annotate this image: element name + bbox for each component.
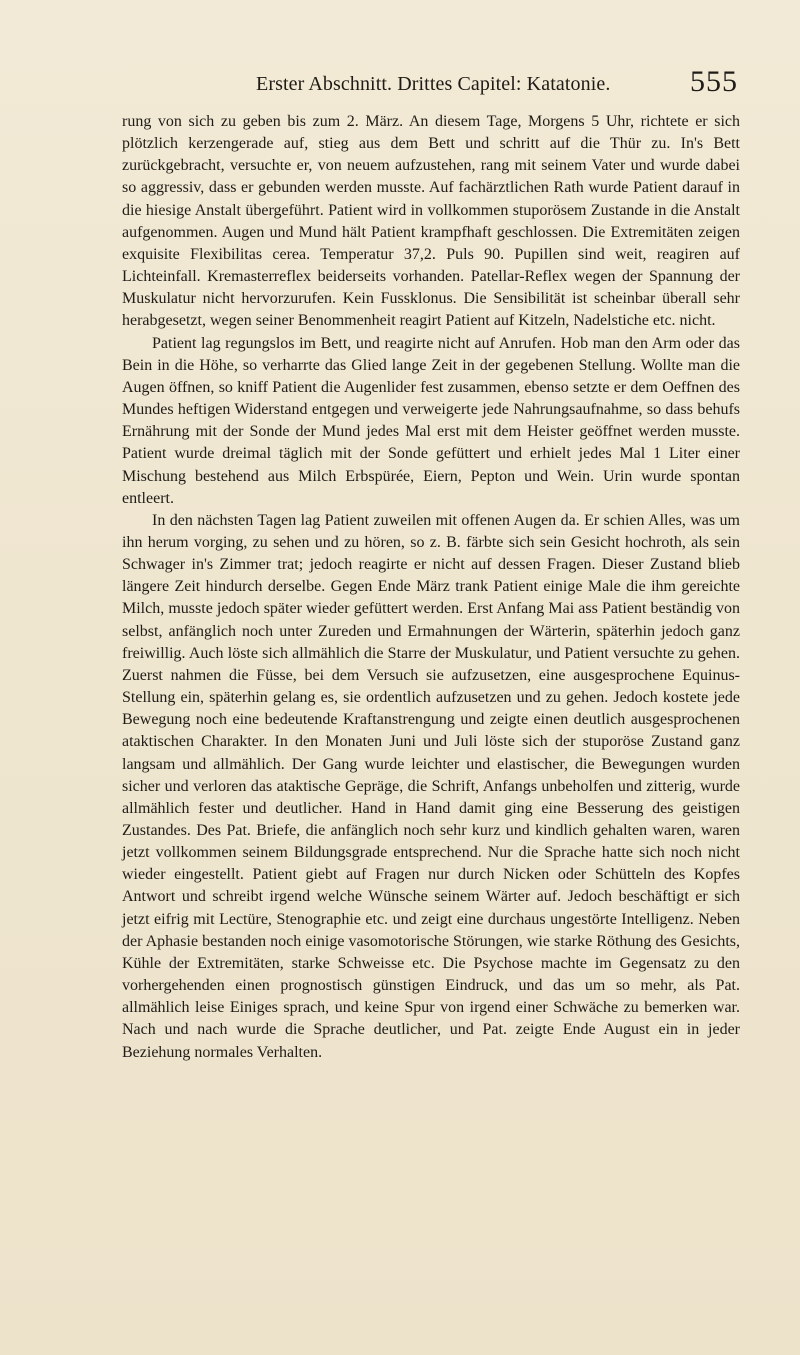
paragraph-2: Patient lag regungslos im Bett, und reagirte nicht auf Anrufen. Hob man den Arm oder das Bein in die Höhe, so verharrte das Glied lange Zeit in der gegebenen Stellung. Wollte man die Augen öffnen, so kniff Patient die Augenlider fest zusammen, ebenso setzte er dem Oeffnen des Mundes heftigen Widerstand entgegen und verweigerte jede Nahrungsaufnahme, so dass behufs Ernährung mit der Sonde der Mund jedes Mal erst mit dem Heister geöffnet werden musste. Patient wurde dreimal täglich mit der Sonde gefüttert und erhielt jedes Mal 1 Liter einer Mischung bestehend aus Milch Erbspürée, Eiern, Pepton und Wein. Urin wurde spontan entleert. — [122, 334, 740, 507]
body-text — [122, 111, 740, 1064]
page-header — [120, 66, 740, 100]
running-head: Erster Abschnitt. Drittes Capitel: Katatonie. — [256, 73, 611, 95]
page-number: 555 — [690, 65, 738, 98]
paragraph-1: rung von sich zu geben bis zum 2. März. An diesem Tage, Morgens 5 Uhr, richtete er sich plötzlich kerzengerade auf, stieg aus dem Bett und schritt auf die Thür zu. In's Bett zurückgebracht, versuchte er, von neuem aufzustehen, rang mit seinem Vater und wurde dabei so aggressiv, dass er gebunden werden musste. Auf fachärztlichen Rath wurde Patient darauf in die hiesige Anstalt übergeführt. Patient wird in vollkommen stuporösem Zustande in die Anstalt aufgenommen. Augen und Mund hält Patient krampfhaft geschlossen. Die Extremitäten zeigen exquisite Flexibilitas cerea. Temperatur 37,2. Puls 90. Pupillen sind weit, reagiren auf Lichteinfall. Kremasterreflex beiderseits vorhanden. Patellar-Reflex wegen der Spannung der Muskulatur nicht hervorzurufen. Kein Fussklonus. Die Sensibilität ist scheinbar überall sehr herabgesetzt, wegen seiner Benommenheit reagirt Patient auf Kitzeln, Nadelstiche etc. nicht. — [122, 113, 740, 330]
paragraph-3: In den nächsten Tagen lag Patient zuweilen mit offenen Augen da. Er schien Alles, was um ihn herum vorging, zu sehen und zu hören, so z. B. färbte sich sein Gesicht hochroth, als sein Schwager in's Zimmer trat; jedoch reagirte er nicht auf dessen Fragen. Dieser Zustand blieb längere Zeit hindurch derselbe. Gegen Ende März trank Patient einige Male die ihm gereichte Milch, musste jedoch später wieder gefüttert werden. Erst Anfang Mai ass Patient beständig von selbst, anfänglich noch unter Zureden und Ermahnungen der Wärterin, späterhin jedoch ganz freiwillig. Auch löste sich allmählich die Starre der Muskulatur, und Patient versuchte zu gehen. Zuerst nahmen die Füsse, bei dem Versuch sie aufzusetzen, eine ausgesprochene Equinus-Stellung ein, späterhin gelang es, sie ordentlich aufzusetzen und zu gehen. Jedoch kostete jede Bewegung noch eine bedeutende Kraftanstrengung und zeigte einen deutlich ausgesprochenen ataktischen Charakter. In den Monaten Juni und Juli löste sich der stuporöse Zustand ganz langsam und allmählich. Der Gang wurde leichter und elastischer, die Bewegungen wurden sicher und verloren das ataktische Gepräge, die Schrift, Anfangs unbeholfen und zitterig, wurde allmählich fester und deutlicher. Hand in Hand damit ging eine Besserung des geistigen Zustandes. Des Pat. Briefe, die anfänglich noch sehr kurz und kindlich gehalten waren, waren jetzt vollkommen seinem Bildungsgrade entsprechend. Nur die Sprache hatte sich noch nicht wieder eingestellt. Patient giebt auf Fragen nur durch Nicken oder Schütteln des Kopfes Antwort und schreibt irgend welche Wünsche seinem Wärter auf. Jedoch beschäftigt er sich jetzt eifrig mit Lectüre, Stenographie etc. und zeigt eine durchaus ungestörte Intelligenz. Neben der Aphasie bestanden noch einige vasomotorische Störungen, wie starke Röthung des Gesichts, Kühle der Extremitäten, starke Schweisse etc. Die Psychose machte im Gegensatz zu den vorhergehenden einen prognostisch günstigen Eindruck, und das um so mehr, als Pat. allmählich leise Einiges sprach, und keine Spur von irgend einer Schwäche zu bemerken war. Nach und nach wurde die Sprache deutlicher, und Pat. zeigte Ende August ein in jeder Beziehung normales Verhalten. — [122, 511, 740, 1061]
